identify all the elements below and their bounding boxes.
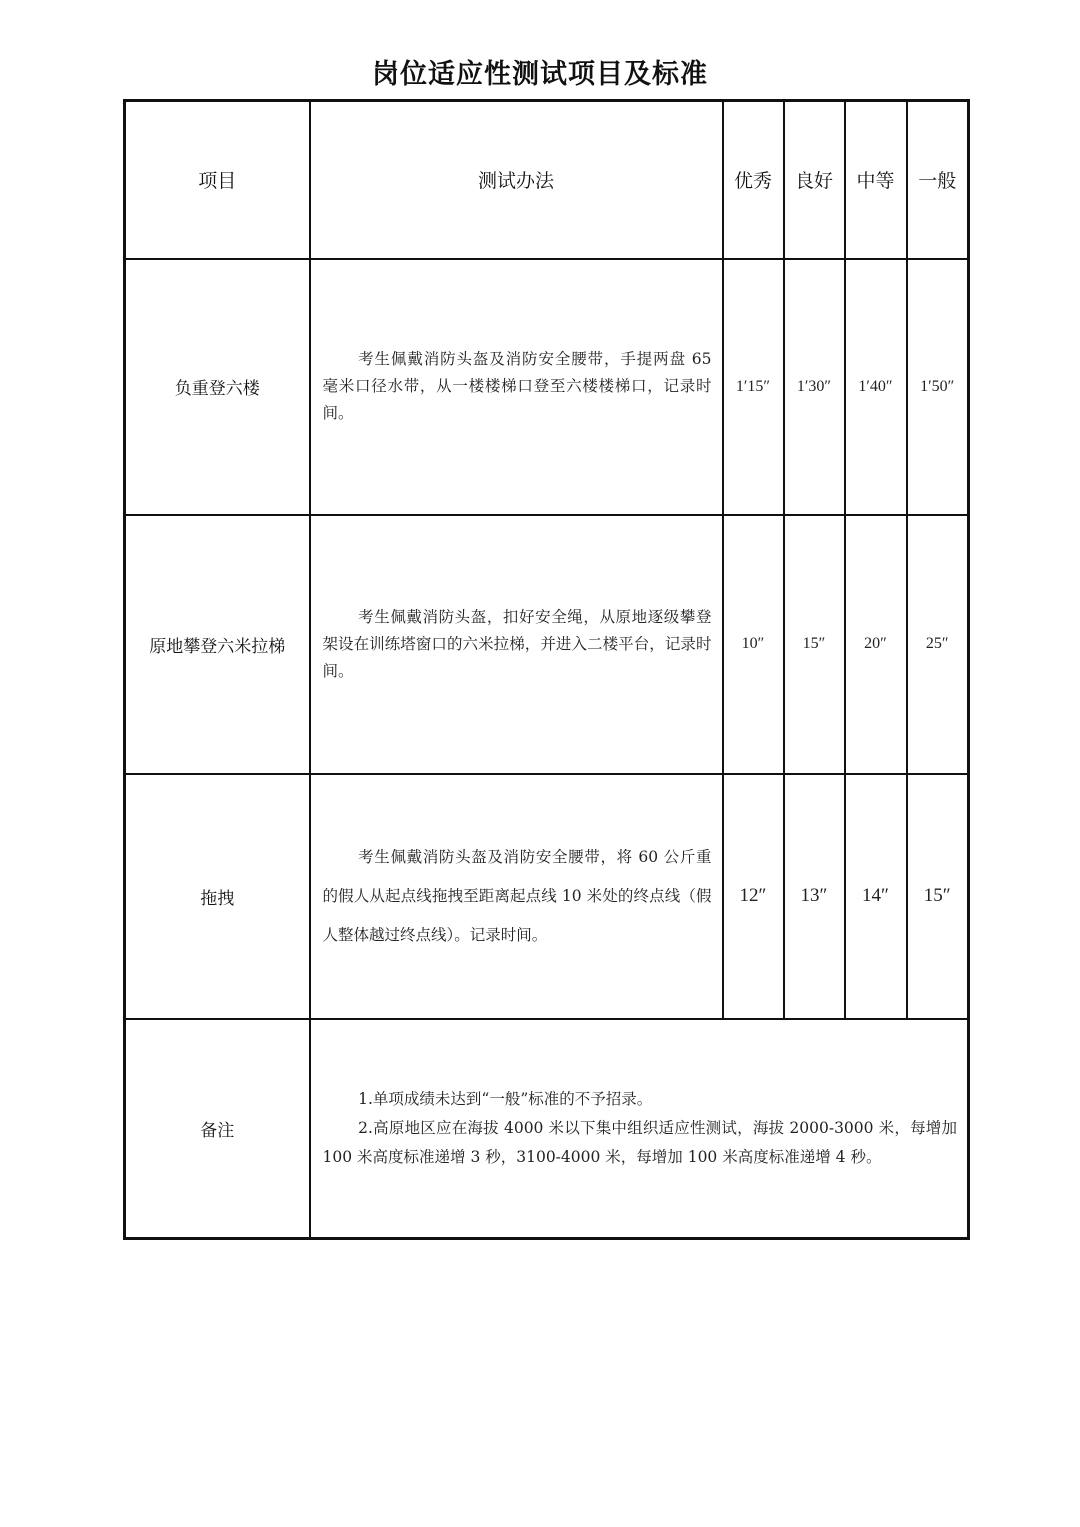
row-method-cell <box>310 774 723 1019</box>
row-good-value: 1′30″ <box>784 259 845 515</box>
remarks-label: 备注 <box>125 1019 310 1239</box>
row-item-name: 拖拽 <box>125 774 310 1019</box>
header-good: 良好 <box>784 101 845 259</box>
row-excellent-value: 12″ <box>723 774 784 1019</box>
row-medium-value: 20″ <box>845 515 907 774</box>
row-method-text: 考生佩戴消防头盔及消防安全腰带，手提两盘 65 毫米口径水带，从一楼楼梯口登至六楼楼梯口，记录时间。 <box>322 350 712 422</box>
remark-note-2: 2.高原地区应在海拔 4000 米以下集中组织适应性测试，海拔 2000-3000 米，每增加 100 米高度标准递增 3 秒，3100-4000 米，每增加 100 米高度标准递增 4 秒。 <box>322 1118 957 1166</box>
table-row <box>125 774 969 1019</box>
table-row <box>125 515 969 774</box>
row-method-text: 考生佩戴消防头盔，扣好安全绳，从原地逐级攀登架设在训练塔窗口的六米拉梯，并进入二楼平台，记录时间。 <box>322 607 712 680</box>
row-general-value: 15″ <box>907 774 969 1019</box>
remarks-cell <box>310 1019 969 1239</box>
row-method-cell <box>310 515 723 774</box>
header-method: 测试办法 <box>310 101 723 259</box>
row-good-value: 13″ <box>784 774 845 1019</box>
header-row <box>125 101 969 259</box>
standards-table <box>123 99 970 1240</box>
row-item-name: 负重登六楼 <box>125 259 310 515</box>
table-row <box>125 259 969 515</box>
page-title: 岗位适应性测试项目及标准 <box>372 59 708 90</box>
header-medium: 中等 <box>845 101 907 259</box>
header-excellent: 优秀 <box>723 101 784 259</box>
remarks-row <box>125 1019 969 1239</box>
row-excellent-value: 10″ <box>723 515 784 774</box>
row-method-cell <box>310 259 723 515</box>
row-general-value: 1′50″ <box>907 259 969 515</box>
row-general-value: 25″ <box>907 515 969 774</box>
row-medium-value: 14″ <box>845 774 907 1019</box>
row-good-value: 15″ <box>784 515 845 774</box>
row-excellent-value: 1′15″ <box>723 259 784 515</box>
row-method-text: 考生佩戴消防头盔及消防安全腰带，将 60 公斤重的假人从起点线拖拽至距离起点线 10 米处的终点线（假人整体越过终点线）。记录时间。 <box>322 847 712 944</box>
header-general: 一般 <box>907 101 969 259</box>
header-item: 项目 <box>125 101 310 259</box>
row-item-name: 原地攀登六米拉梯 <box>125 515 310 774</box>
row-medium-value: 1′40″ <box>845 259 907 515</box>
remark-note-1: 1.单项成绩未达到“一般”标准的不予招录。 <box>358 1089 653 1108</box>
